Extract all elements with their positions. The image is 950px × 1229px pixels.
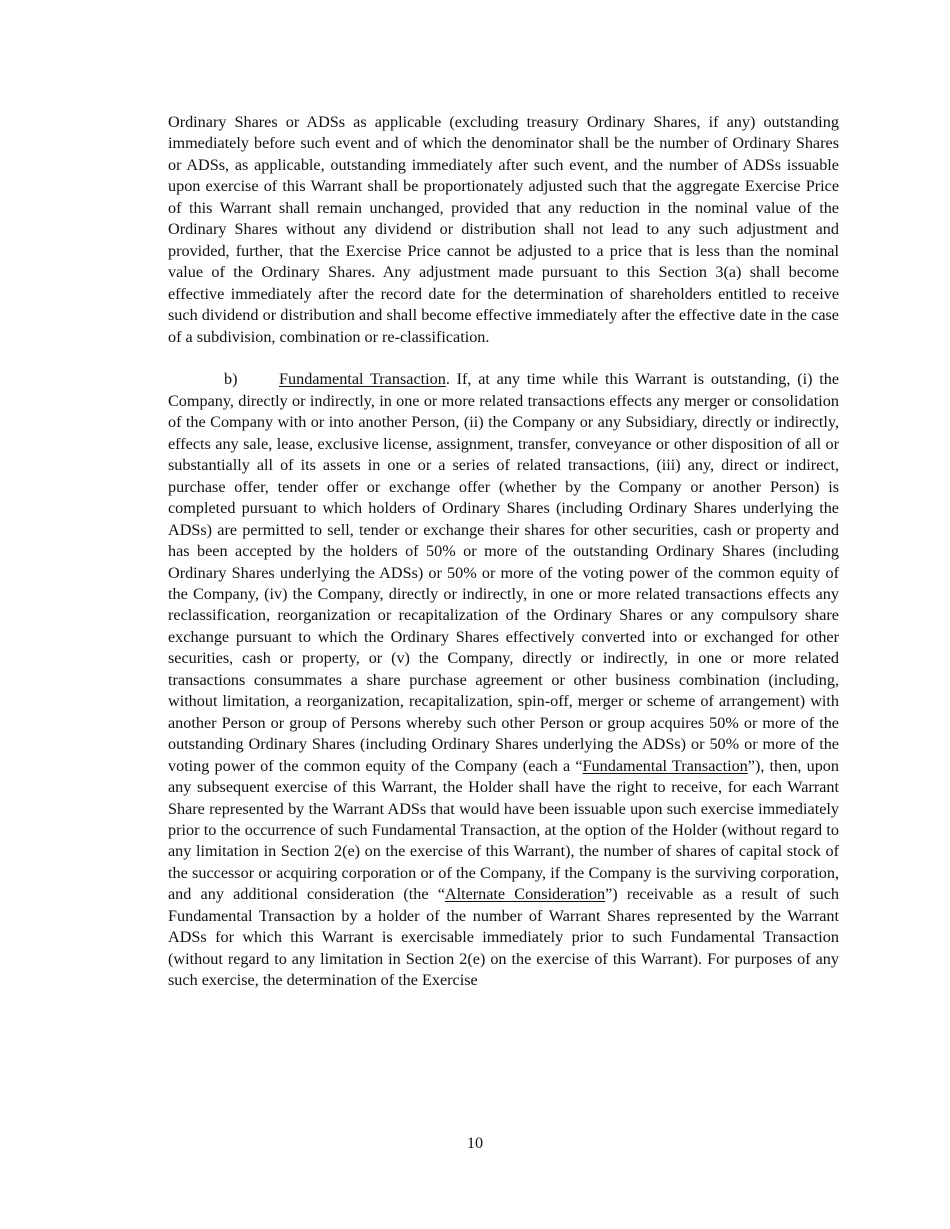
defined-term-alternate-consideration: Alternate Consideration xyxy=(444,885,606,904)
paragraph-section-3b xyxy=(168,369,839,991)
defined-term-fundamental-transaction: Fundamental Transaction xyxy=(582,756,748,775)
paragraph-section-3a-continuation: Ordinary Shares or ADSs as applicable (excluding treasury Ordinary Shares, if any) outstanding immediately before such event and of which the denominator shall be the number of Ordinary Shares or ADSs, as applicable, outstanding immediately after such event, and the number of ADSs issuable upon exercise of this Warrant shall be proportionately adjusted such that the aggregate Exercise Price of this Warrant shall remain unchanged, provided that any reduction in the nominal value of the Ordinary Shares without any dividend or distribution shall not lead to any such adjustment and provided, further, that the Exercise Price cannot be adjusted to a price that is less than the nominal value of the Ordinary Shares. Any adjustment made pursuant to this Section 3(a) shall become effective immediately after the record date for the determination of shareholders entitled to receive such dividend or distribution and shall become effective immediately after the effective date in the case of a subdivision, combination or re-classification. xyxy=(168,113,839,346)
section-heading: Fundamental Transaction xyxy=(279,370,446,389)
document-page xyxy=(168,112,839,992)
section-text-part-1: . If, at any time while this Warrant is outstanding, (i) the Company, directly or indirectly, in one or more related transactions effects any merger or consolidation of the Company with or into another Person, (ii) the Company or any Subsidiary, directly or indirectly, effects any sale, lease, exclusive license, assignment, transfer, conveyance or other disposition of all or substantially all of its assets in one or a series of related transactions, (iii) any, direct or indirect, purchase offer, tender offer or exchange offer (whether by the Company or another Person) is completed pursuant to which holders of Ordinary Shares (including Ordinary Shares underlying the ADSs) are permitted to sell, tender or exchange their shares for other securities, cash or property and has been accepted by the holders of 50% or more of the outstanding Ordinary Shares (including Ordinary Shares underlying the ADSs) or 50% or more of the voting power of the common equity of the Company, (iv) the Company, directly or indirectly, in one or more related transactions effects any reclassification, reorganization or recapitalization of the Ordinary Shares or any compulsory share exchange pursuant to which the Ordinary Shares effectively converted into or exchanged for other securities, cash or property, or (v) the Company, directly or indirectly, in one or more related transactions consummates a share purchase agreement or other business combination (including, without limitation, a reorganization, recapitalization, spin-off, merger or scheme of arrangement) with another Person or group of Persons whereby such other Person or group acquires 50% or more of the outstanding Ordinary Shares (including Ordinary Shares underlying the ADSs) or 50% or more of the voting power of the common equity of the Company (each a “ xyxy=(168,370,839,775)
paragraph-spacer xyxy=(168,348,839,370)
section-label: b) xyxy=(224,370,238,389)
section-text-part-2: ”), then, upon any subsequent exercise of this Warrant, the Holder shall have the right to receive, for each Warrant Share represented by the Warrant ADSs that would have been issuable upon such exercise immediately prior to the occurrence of such Fundamental Transaction, at the option of the Holder (without regard to any limitation in Section 2(e) on the exercise of this Warrant), the number of shares of capital stock of the successor or acquiring corporation or of the Company, if the Company is the surviving corporation, and any additional consideration (the “ xyxy=(168,756,839,904)
page-number: 10 xyxy=(466,1134,484,1152)
section-text-part-3: ”) receivable as a result of such Fundamental Transaction by a holder of the number of Warrant Shares represented by the Warrant ADSs for which this Warrant is exercisable immediately prior to such Fundamental Transaction (without regard to any limitation in Section 2(e) on the exercise of this Warrant). For purposes of any such exercise, the determination of the Exercise xyxy=(168,885,839,990)
